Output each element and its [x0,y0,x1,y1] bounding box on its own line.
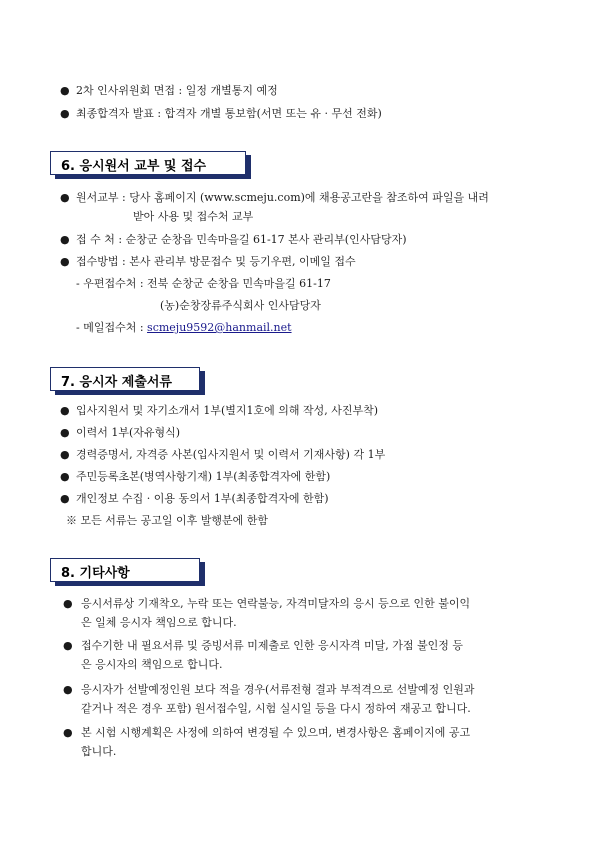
list-item: 최종합격자 발표 : 합격자 개별 통보함(서면 또는 유 · 무선 전화) [76,107,382,120]
bullet: ● [63,597,73,610]
list-item: 응시자가 선발예정인원 보다 적을 경우(서류전형 결과 부적격으로 선발예정 인원과 [81,683,475,696]
list-item: 본 시험 시행계획은 사정에 의하여 변경될 수 있으며, 변경사항은 홈페이지에 공고 [81,726,471,739]
section-8-heading [50,558,200,582]
bullet: ● [63,726,73,739]
note: ※ 모든 서류는 공고일 이후 발행분에 한함 [66,514,268,527]
list-item: 접수기한 내 필요서류 및 증빙서류 미제출로 인한 응시자격 미달, 가점 불인정 등 [81,639,463,652]
list-item: 주민등록초본(병역사항기재) 1부(최종합격자에 한함) [76,470,331,483]
list-item-continuation: 은 일체 응시자 책임으로 합니다. [81,616,237,629]
list-item: 입사지원서 및 자기소개서 1부(별지1호에 의해 작성, 사진부착) [76,404,379,417]
email-link[interactable]: scmeju9592@hanmail.net [147,321,292,334]
list-item: 응시서류상 기재착오, 누락 또는 연락불능, 자격미달자의 응시 등으로 인한 불이익 [81,597,471,610]
bullet: ● [60,492,70,505]
list-item-continuation: 받아 사용 및 접수처 교부 [133,210,254,223]
section-7-heading [50,367,200,391]
list-item-continuation: 같거나 적은 경우 포함) 원서접수일, 시험 실시일 등을 다시 정하여 재공고 합니다. [81,702,471,715]
bullet: ● [63,639,73,652]
list-item-continuation: 은 응시자의 책임으로 합니다. [81,658,223,671]
list-item: 2차 인사위원회 면접 : 일정 개별통지 예정 [76,84,278,97]
section-6-heading [50,151,246,175]
list-item: 개인정보 수집 · 이용 동의서 1부(최종합격자에 한함) [76,492,329,505]
bullet: ● [60,191,70,204]
list-item: 접수방법 : 본사 관리부 방문접수 및 등기우편, 이메일 접수 [76,255,356,268]
bullet: ● [60,470,70,483]
list-item: 접 수 처 : 순창군 순창읍 민속마을길 61-17 본사 관리부(인사담당자) [76,233,407,246]
list-item: 경력증명서, 자격증 사본(입사지원서 및 이력서 기재사항) 각 1부 [76,448,386,461]
list-item-continuation: 합니다. [81,745,117,758]
sub-item [76,321,292,335]
section-title: 6. 응시원서 교부 및 접수 [61,159,207,174]
sub-item-continuation: (농)순창장류주식회사 인사담당자 [160,299,321,312]
section-title: 7. 응시자 제출서류 [61,375,172,390]
bullet: ● [60,404,70,417]
bullet: ● [60,107,70,120]
list-item: 이력서 1부(자유형식) [76,426,181,439]
email-label: - 메일접수처 : [76,321,144,334]
bullet: ● [60,255,70,268]
bullet: ● [63,683,73,696]
sub-item: - 우편접수처 : 전북 순창군 순창읍 민속마을길 61-17 [76,277,331,290]
bullet: ● [60,448,70,461]
list-item: 원서교부 : 당사 홈페이지 (www.scmeju.com)에 채용공고란을 참조하여 파일을 내려 [76,191,489,204]
section-title: 8. 기타사항 [61,566,130,581]
bullet: ● [60,233,70,246]
bullet: ● [60,426,70,439]
bullet: ● [60,84,70,97]
